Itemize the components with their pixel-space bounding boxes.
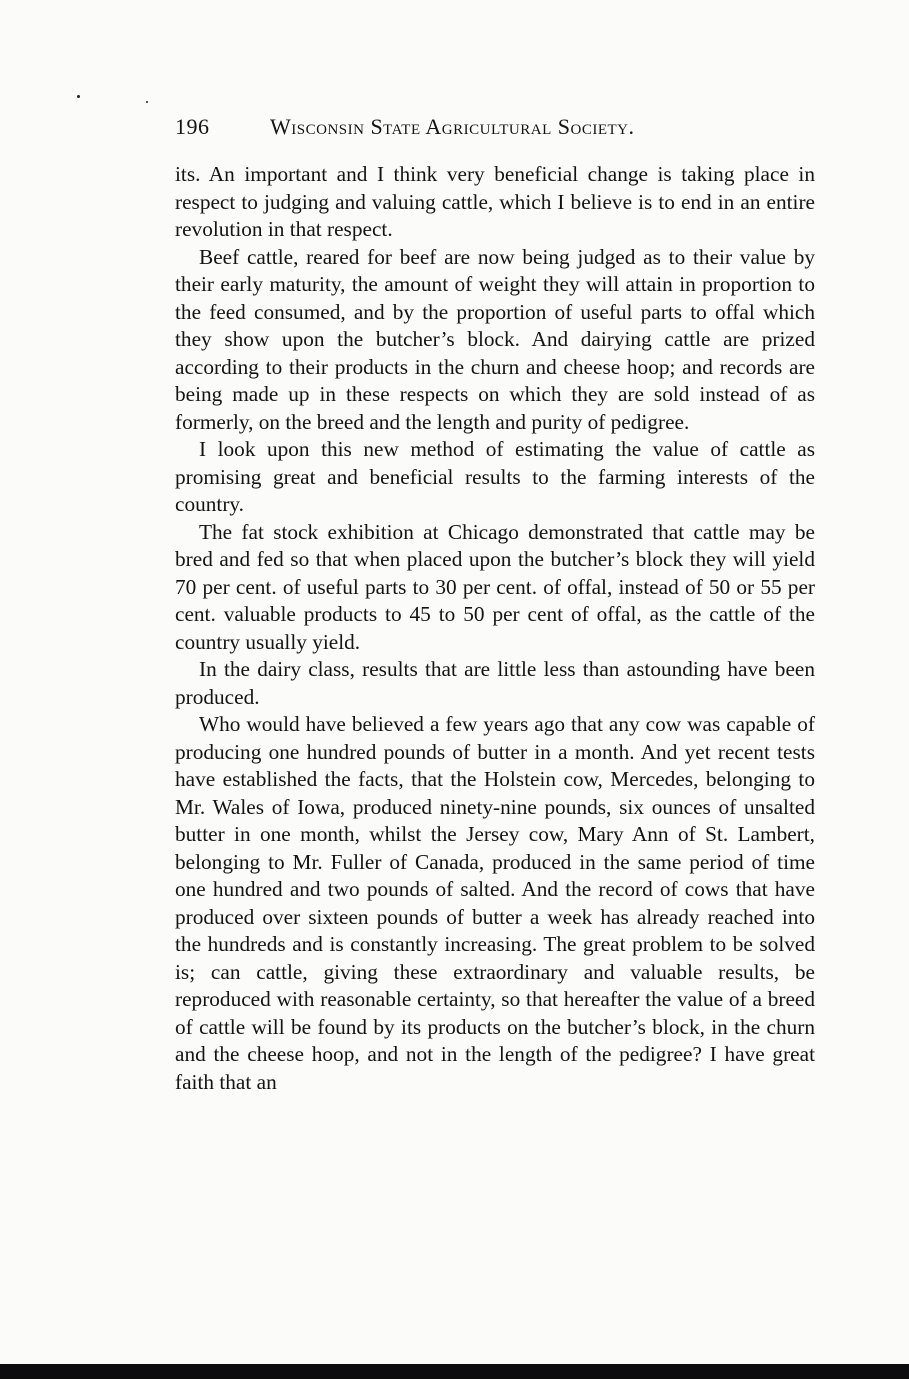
paragraph: Who would have believed a few years ago that any cow was capable of producing one hundred pounds of butter in a month. And yet recent tests have established the facts, that the Holstein cow, Mercedes, belonging to Mr. Wales of Iowa, produced ninety-nine pounds, six ounces of unsalted butter in one month, whilst the Jersey cow, Mary Ann of St. Lambert, belonging to Mr. Fuller of Canada, produced in the same period of time one hundred and two pounds of salted. And the record of cows that have produced over sixteen pounds of butter a week has already reached into the hundreds and is constantly increasing. The great problem to be solved is; can cattle, giving these extraordinary and valuable results, be reproduced with reasonable certainty, so that hereafter the value of a breed of cattle will be found by its products on the butcher’s block, in the churn and the cheese hoop, and not in the length of the pedigree? I have great faith that an (175, 712, 815, 1094)
body-text (175, 161, 815, 1096)
paragraph: I look upon this new method of estimating the value of cattle as promising great and beneficial results to the farming interests of the country. (175, 437, 815, 516)
page-number: 196 (175, 114, 210, 139)
scan-bottom-edge (0, 1364, 909, 1379)
scan-speck (77, 95, 80, 98)
paragraph: The fat stock exhibition at Chicago demonstrated that cattle may be bred and fed so that when placed upon the butcher’s block they will yield 70 per cent. of useful parts to 30 per cent. of offal, instead of 50 or 55 per cent. valuable products to 45 to 50 per cent of offal, as the cattle of the country usually yield. (175, 519, 815, 654)
scan-speck (146, 101, 148, 103)
page-header (175, 114, 735, 144)
paragraph: Beef cattle, reared for beef are now being judged as to their value by their early maturity, the amount of weight they will attain in proportion to the feed consumed, and by the proportion of useful parts to offal which they show upon the butcher’s block. And dairying cattle are prized according to their products in the churn and cheese hoop; and records are being made up in these respects on which they are sold instead of as formerly, on the breed and the length and purity of pedigree. (175, 244, 815, 434)
paragraph: In the dairy class, results that are little less than astounding have been produced. (175, 657, 815, 709)
paragraph: its. An important and I think very beneficial change is taking place in respect to judging and valuing cattle, which I believe is to end in an entire revolution in that respect. (175, 162, 815, 241)
running-title: Wisconsin State Agricultural Society. (270, 114, 635, 139)
